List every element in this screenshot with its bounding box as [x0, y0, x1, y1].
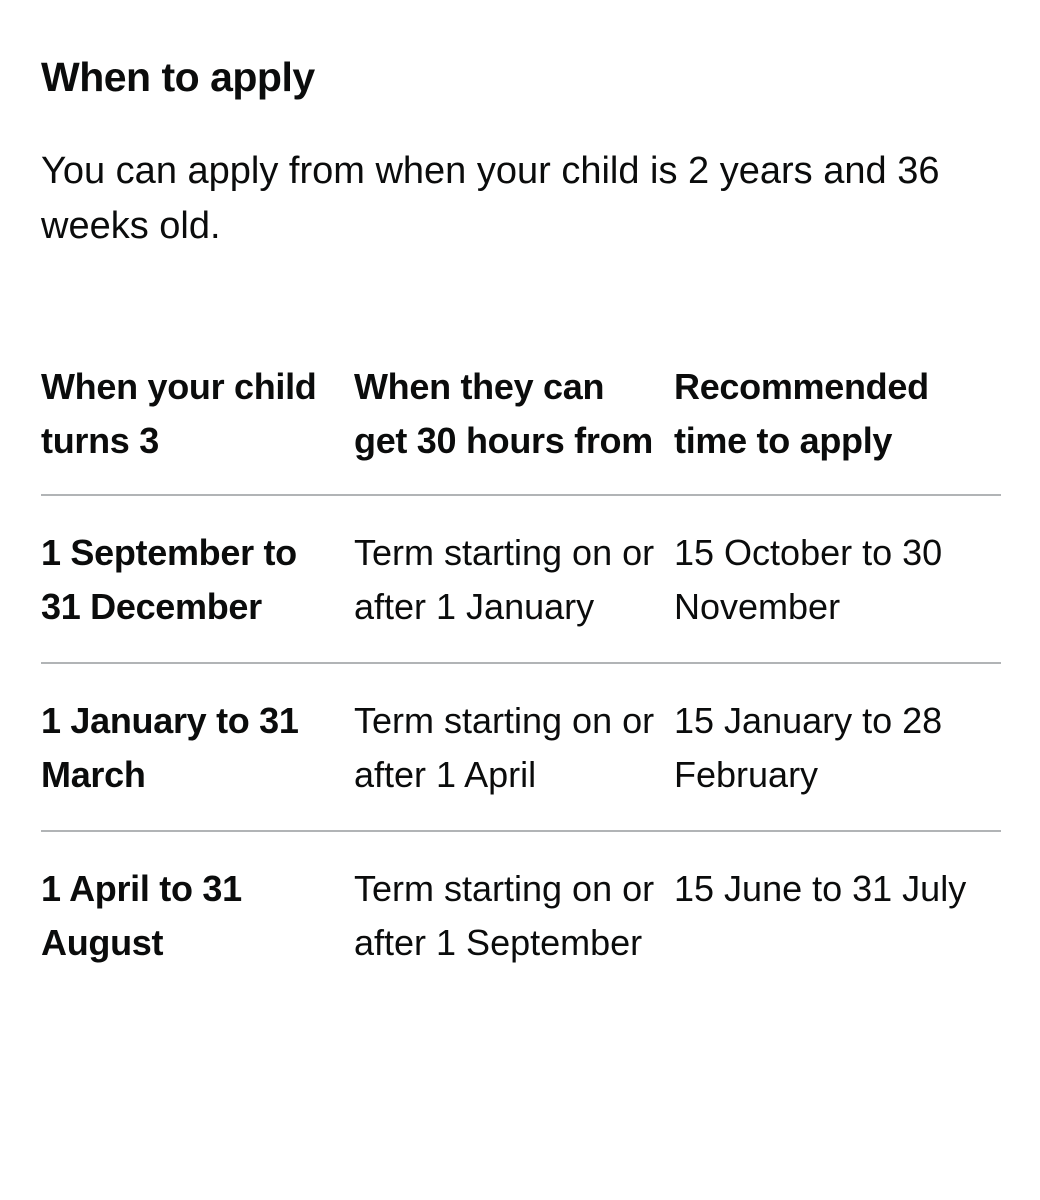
column-header-child-turns-3: When your child turns 3: [41, 360, 354, 495]
table-row: [41, 495, 1001, 663]
column-header-30-hours-from: When they can get 30 hours from: [354, 360, 674, 495]
application-dates-table: [41, 360, 1001, 998]
cell-recommended-time: 15 June to 31 July: [674, 868, 967, 909]
cell-child-turns-3: 1 January to 31 March: [41, 663, 354, 831]
column-header-recommended-time: Recommended time to apply: [674, 360, 1001, 495]
cell-child-turns-3: 1 September to 31 December: [41, 495, 354, 663]
table-header-row: [41, 360, 1001, 495]
cell-recommended-time: 15 January to 28 February: [674, 663, 1001, 831]
intro-paragraph: You can apply from when your child is 2 years and 36 weeks old.: [41, 150, 940, 247]
cell-30-hours-from: Term starting on or after 1 January: [354, 495, 674, 663]
table-row: [41, 663, 1001, 831]
cell-30-hours-from: Term starting on or after 1 September: [354, 868, 655, 963]
table-row: [41, 831, 1001, 998]
section-heading: When to apply: [41, 54, 315, 100]
cell-30-hours-from: Term starting on or after 1 April: [354, 663, 674, 831]
cell-child-turns-3: 1 April to 31 August: [41, 868, 242, 963]
cell-recommended-time: 15 October to 30 November: [674, 495, 1001, 663]
